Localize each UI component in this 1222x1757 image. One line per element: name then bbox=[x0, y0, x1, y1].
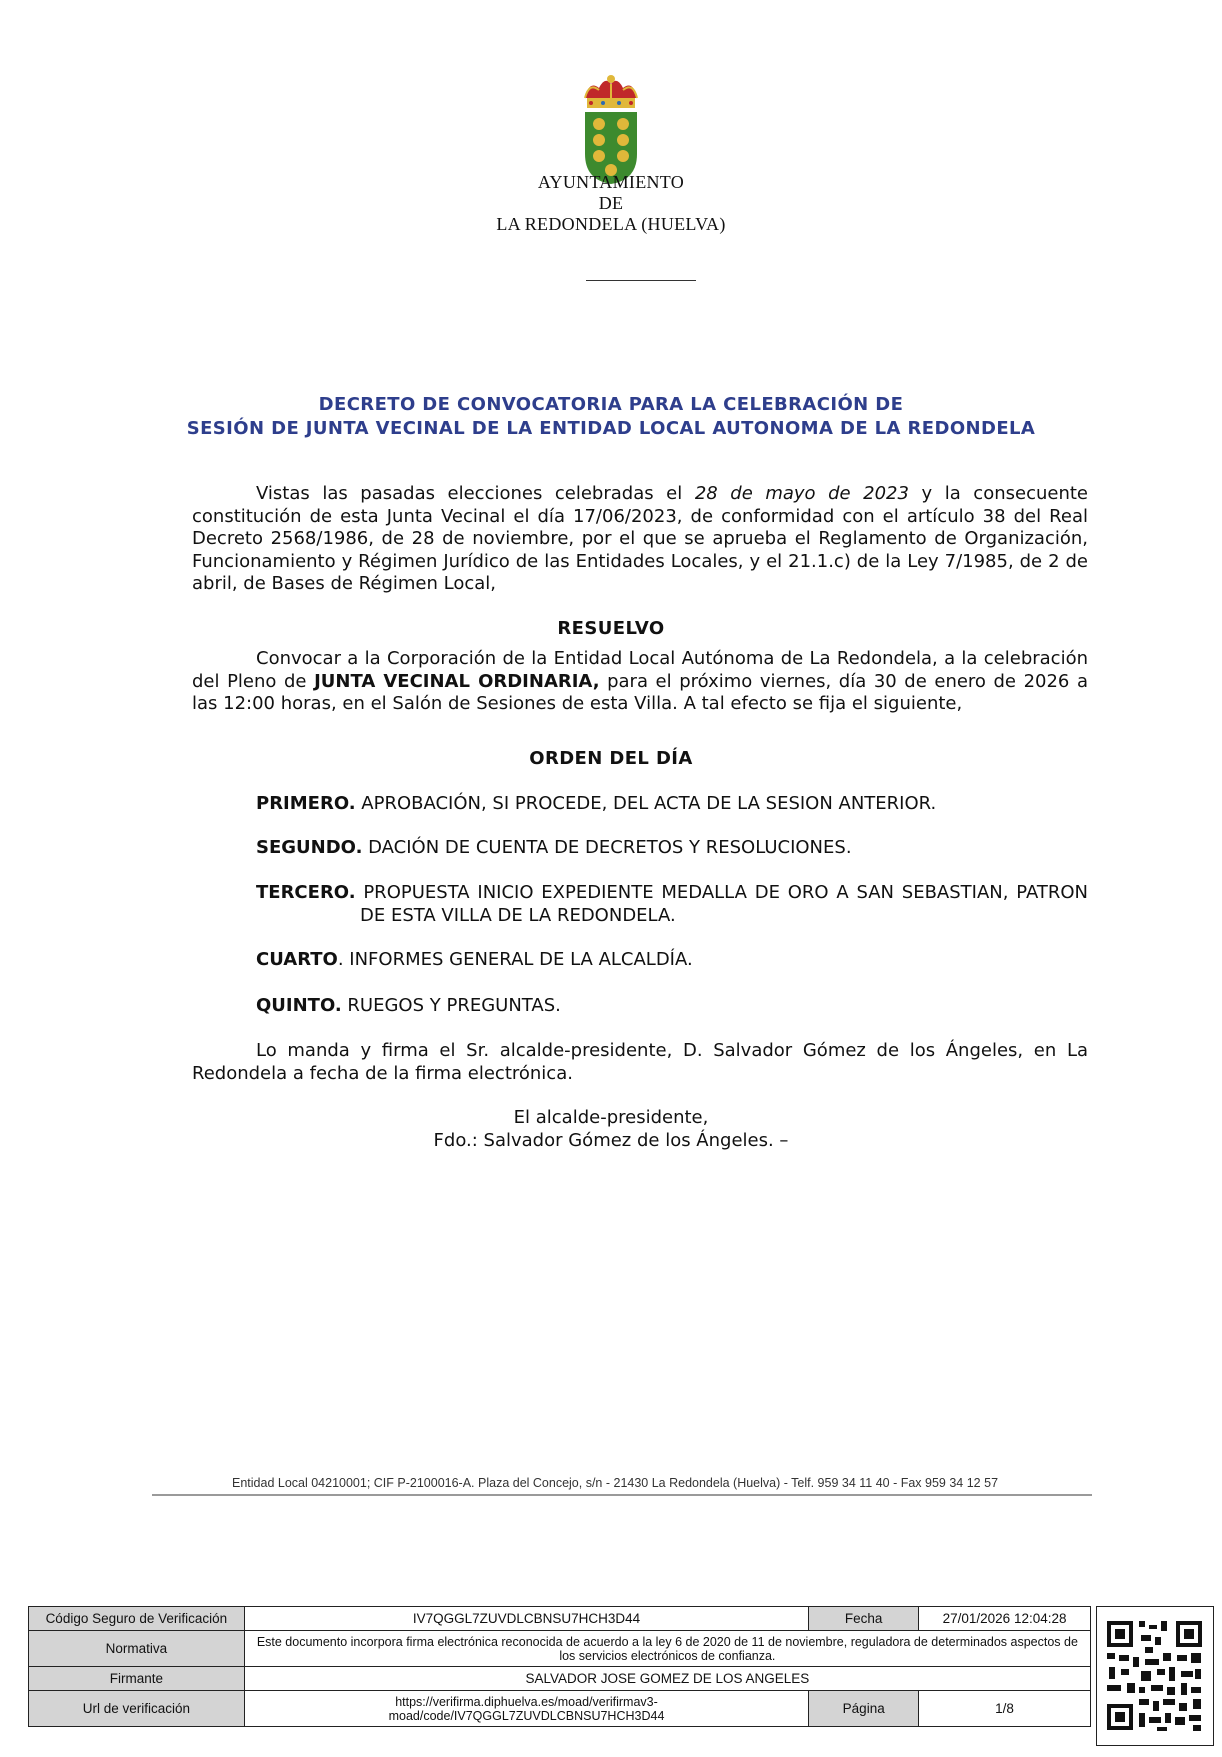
closing-paragraph: Lo manda y firma el Sr. alcalde-presidente, D. Salvador Gómez de los Ángeles, en La Redondela a fecha de la firma electrónica. bbox=[192, 1040, 1088, 1084]
normativa-value: Este documento incorpora firma electrónica reconocida de acuerdo a la ley 6 de 2020 de 11 de noviembre, reguladora de determinados aspectos de los servicios electrónicos de confianza. bbox=[244, 1631, 1090, 1667]
verification-table bbox=[28, 1606, 1091, 1727]
header-divider bbox=[586, 280, 696, 281]
header-line-1: AYUNTAMIENTO bbox=[537, 172, 685, 192]
header-line-3: LA REDONDELA (HUELVA) bbox=[496, 214, 726, 234]
verification-qr-code bbox=[1096, 1606, 1214, 1746]
url-label: Url de verificación bbox=[29, 1691, 245, 1727]
csv-label: Código Seguro de Verificación bbox=[29, 1607, 245, 1631]
agenda-item-quinto: QUINTO. RUEGOS Y PREGUNTAS. bbox=[256, 995, 561, 1016]
agenda-item-segundo: SEGUNDO. DACIÓN DE CUENTA DE DECRETOS Y RESOLUCIONES. bbox=[256, 837, 852, 858]
signature-title: El alcalde-presidente, bbox=[513, 1107, 709, 1128]
fecha-label: Fecha bbox=[809, 1607, 919, 1631]
csv-value: IV7QGGL7ZUVDLCBNSU7HCH3D44 bbox=[244, 1607, 809, 1631]
qr-code-icon bbox=[1097, 1607, 1212, 1744]
signature-name: Fdo.: Salvador Gómez de los Ángeles. – bbox=[433, 1130, 789, 1151]
election-date: 28 de mayo de 2023 bbox=[694, 483, 909, 504]
agenda-item-cuarto: CUARTO. INFORMES GENERAL DE LA ALCALDÍA. bbox=[256, 949, 693, 970]
verification-url[interactable]: https://verifirma.diphuelva.es/moad/verifirmav3- moad/code/IV7QGGL7ZUVDLCBNSU7HCH3D44 bbox=[244, 1691, 809, 1727]
agenda-item-tercero: TERCERO. PROPUESTA INICIO EXPEDIENTE MEDALLA DE ORO A SAN SEBASTIAN, PATRON DE ESTA VILLA DE LA REDONDELA. bbox=[256, 882, 1088, 926]
intro-paragraph: Vistas las pasadas elecciones celebradas el 28 de mayo de 2023 y la consecuente constitución de esta Junta Vecinal el día 17/06/2023, de conformidad con el artículo 38 del Real Decreto 2568/1986, de 28 de noviembre, por el que se aprueba el Reglamento de Organización, Funcionamiento y Régimen Jurídico de las Entidades Locales, y el 21.1.c) de la Ley 7/1985, de 2 de abril, de Bases de Régimen Local, bbox=[192, 483, 1088, 595]
fecha-value: 27/01/2026 12:04:28 bbox=[919, 1607, 1091, 1631]
pagina-value: 1/8 bbox=[919, 1691, 1091, 1727]
footer-divider bbox=[152, 1494, 1092, 1496]
convocatoria-paragraph: Convocar a la Corporación de la Entidad Local Autónoma de La Redondela, a la celebración del Pleno de JUNTA VECINAL ORDINARIA, para el próximo viernes, día 30 de enero de 2026 a las 12:00 horas, en el Salón de Sesiones de esta Villa. A tal efecto se fija el siguiente, bbox=[192, 648, 1088, 715]
decree-title-line-2: SESIÓN DE JUNTA VECINAL DE LA ENTIDAD LOCAL AUTONOMA DE LA REDONDELA bbox=[186, 418, 1036, 439]
firmante-value: SALVADOR JOSE GOMEZ DE LOS ANGELES bbox=[244, 1667, 1090, 1691]
agenda-item-primero: PRIMERO. APROBACIÓN, SI PROCEDE, DEL ACTA DE LA SESION ANTERIOR. bbox=[256, 793, 937, 814]
orden-del-dia-heading: ORDEN DEL DÍA bbox=[529, 748, 693, 769]
municipal-crest-logo bbox=[579, 74, 643, 186]
header-line-2: DE bbox=[598, 193, 624, 213]
normativa-label: Normativa bbox=[29, 1631, 245, 1667]
decree-title-line-1: DECRETO DE CONVOCATORIA PARA LA CELEBRACIÓN DE bbox=[318, 394, 904, 415]
footer-address: Entidad Local 04210001; CIF P-2100016-A. Plaza del Concejo, s/n - 21430 La Redondela (Huelva) - Telf. 959 34 11 40 - Fax 959 34 12 57 bbox=[232, 1476, 999, 1490]
resuelvo-heading: RESUELVO bbox=[557, 618, 665, 639]
firmante-label: Firmante bbox=[29, 1667, 245, 1691]
pagina-label: Página bbox=[809, 1691, 919, 1727]
